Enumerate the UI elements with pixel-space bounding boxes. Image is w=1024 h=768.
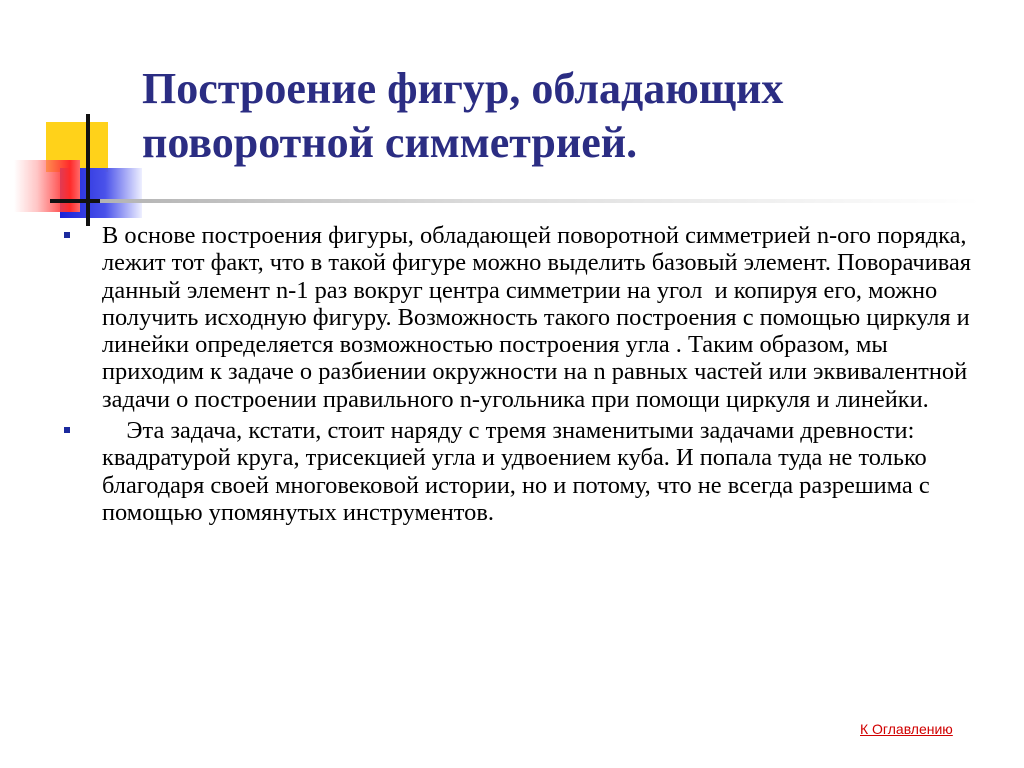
bullet-item xyxy=(62,417,972,526)
square-bullet-icon xyxy=(64,232,70,238)
corner-decoration xyxy=(0,0,140,240)
table-of-contents-link[interactable]: К Оглавлению xyxy=(860,721,953,737)
red-square-decoration xyxy=(14,160,80,212)
bullet-text: В основе построения фигуры, обладающей поворотной симметрией n-ого порядка, лежит тот факт, что в такой фигуре можно выделить базовый элемент. Поворачивая данный элемент n-1 раз вокруг центра симметрии на угол и копируя его, можно получить исходную фигуру. Возможность такого построения с помощью циркуля и линейки определяется возможностью построения угла . Таким образом, мы приходим к задаче о разбиении окружности на n равных частей или эквивалентной задачи о построении правильного n-угольника при помощи циркуля и линейки. xyxy=(102,222,978,413)
bullet-text: Эта задача, кстати, стоит наряду с тремя знаменитыми задачами древности: квадратурой круга, трисекцией угла и удвоением куба. И попала туда не только благодаря своей многовековой истории, но и потому, что не всегда разрешима с помощью упомянутых инструментов. xyxy=(102,417,936,526)
square-bullet-icon xyxy=(64,427,70,433)
slide-title: Построение фигур, обладающих поворотной симметрией. xyxy=(142,64,784,167)
bullet-item xyxy=(62,222,978,413)
vertical-line-decoration xyxy=(86,114,90,226)
title-underline xyxy=(100,199,980,203)
slide-body xyxy=(62,222,978,526)
